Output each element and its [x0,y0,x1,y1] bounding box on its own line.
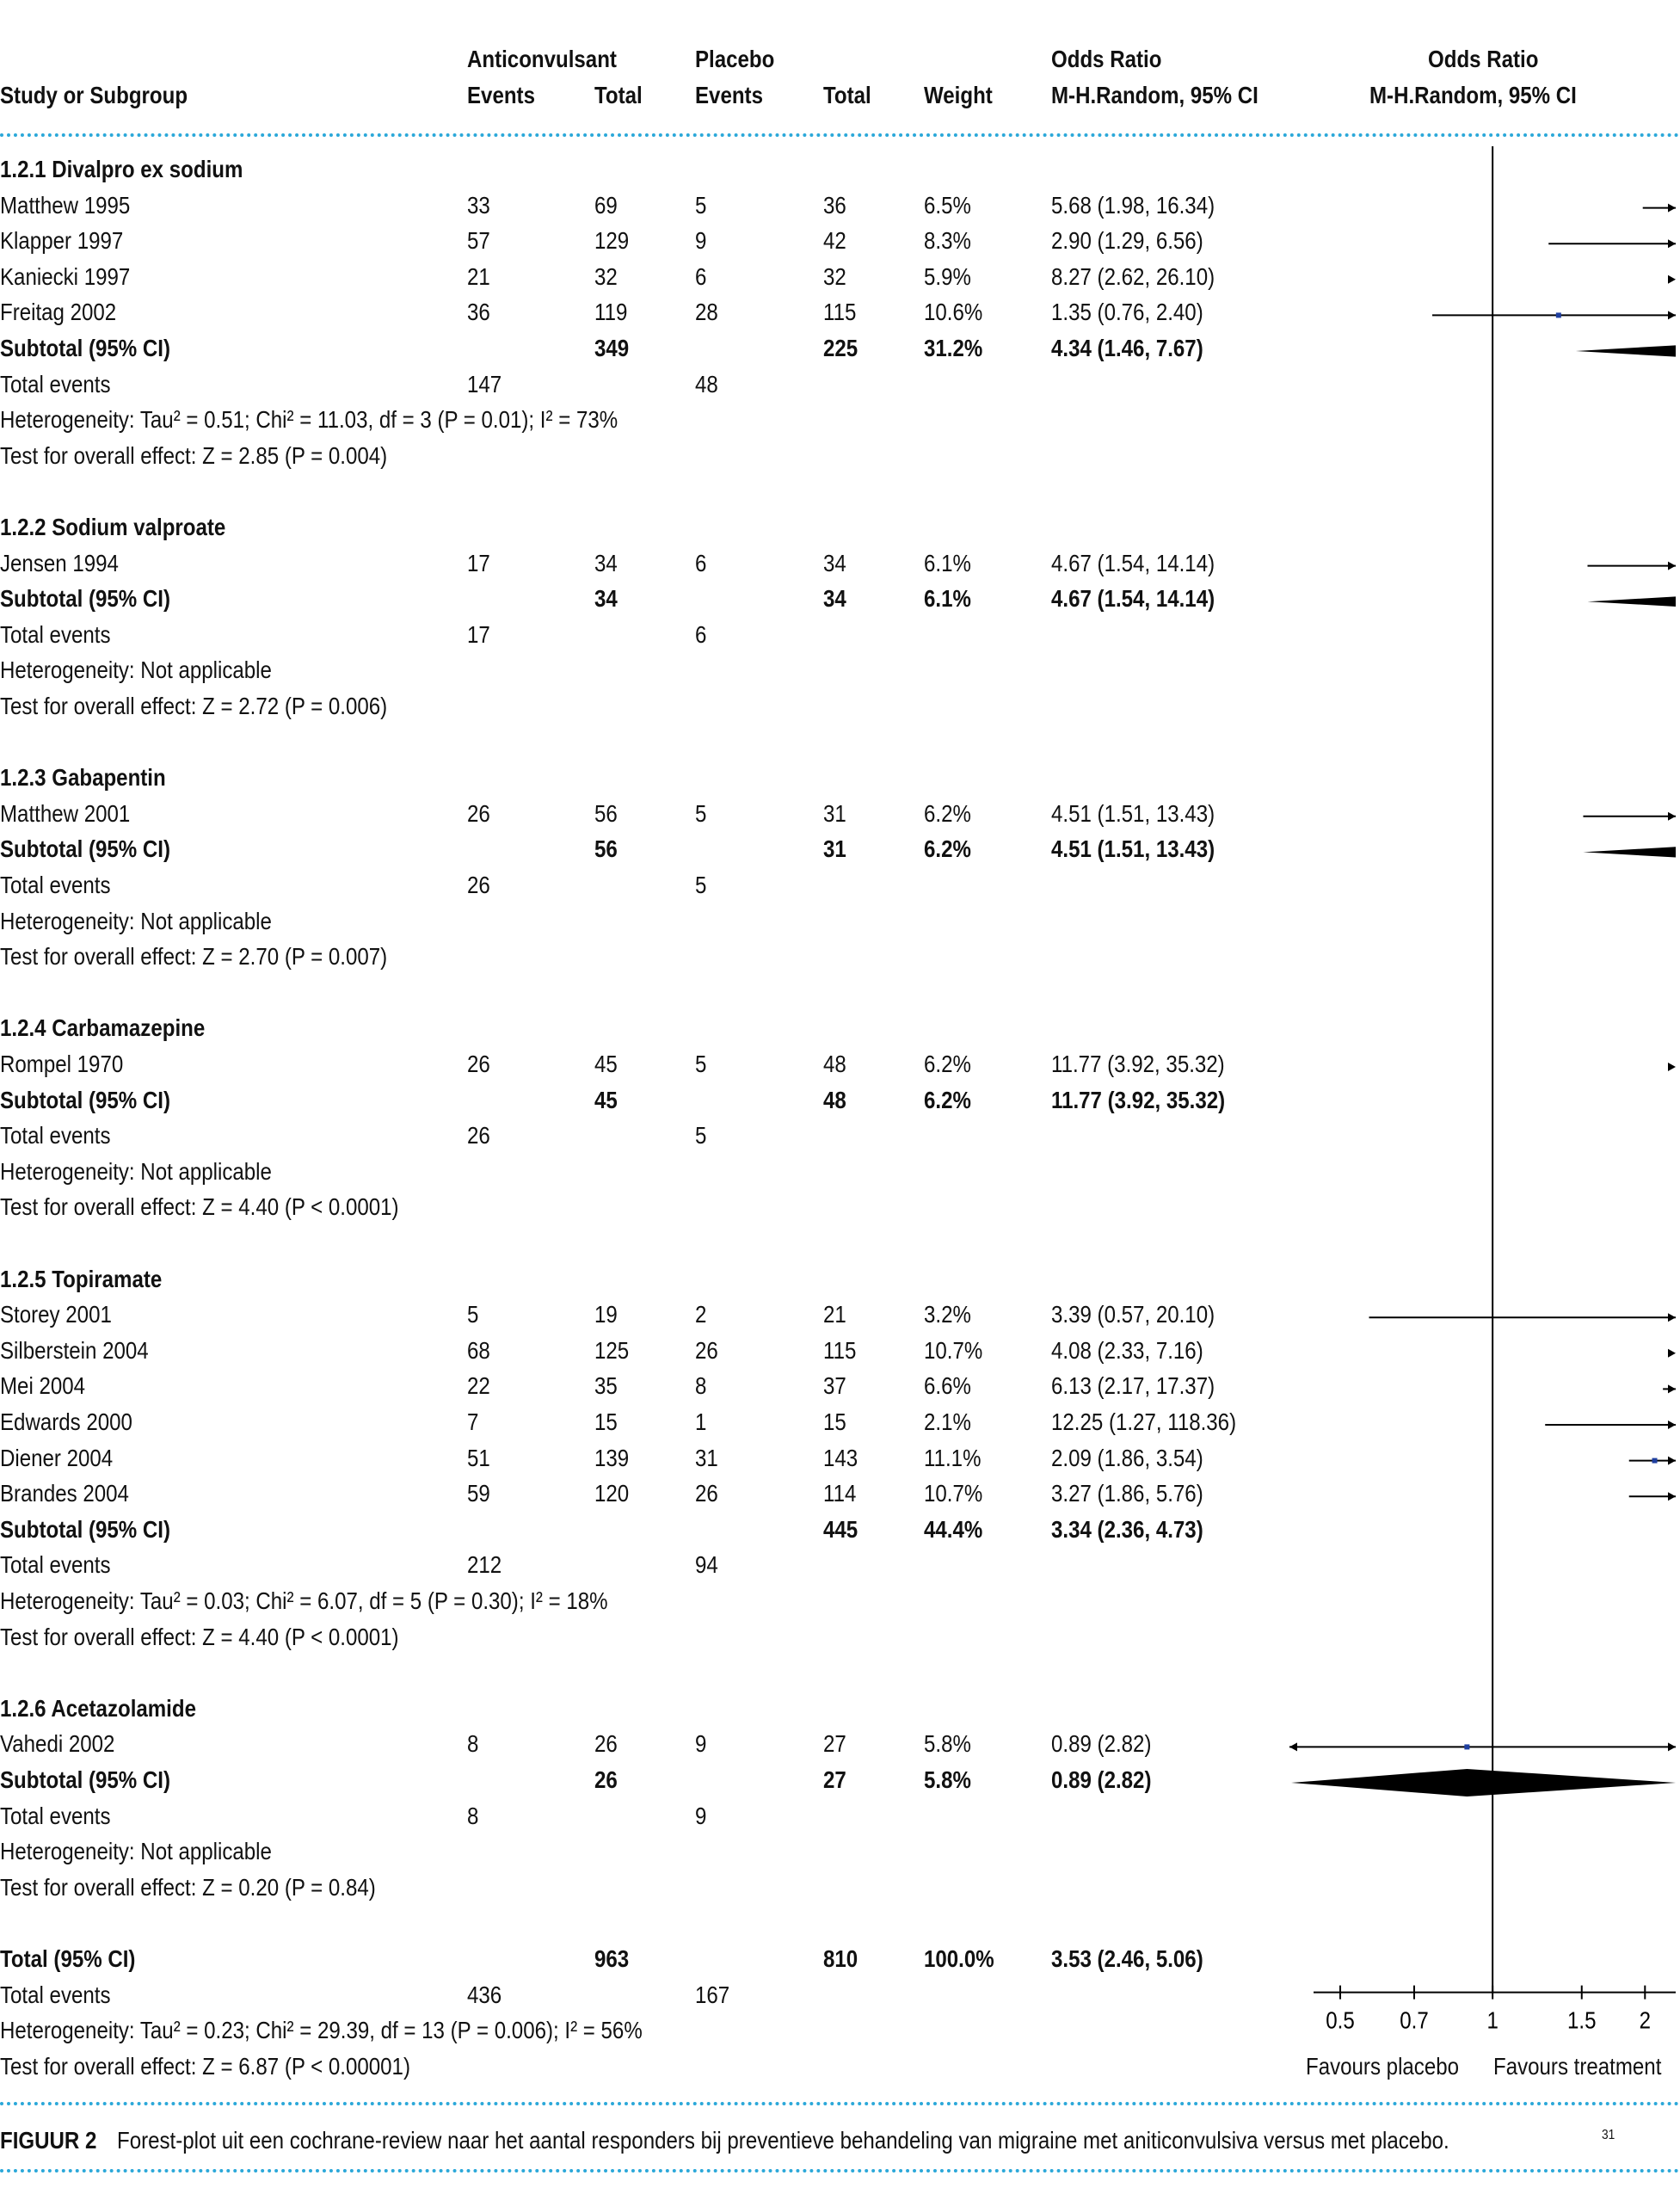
study-weight: 6.5% [924,191,971,219]
total-events-label: Total events [0,1122,111,1149]
ci-arrow-right [1668,275,1676,284]
study-weight: 6.6% [924,1372,971,1400]
study-placebo-total: 36 [823,191,846,219]
x-tick-label: 0.5 [1326,2006,1355,2035]
subtotal-label: Subtotal (95% CI) [0,335,171,361]
study-anticonvulsant-total: 34 [594,549,618,576]
subtotal-anticonvulsant-total: 26 [594,1766,618,1793]
total-events-label: Total events [0,620,111,648]
total-events-placebo: 48 [695,370,718,398]
study-placebo-events: 9 [695,227,707,255]
study-odds-ratio: 6.13 (2.17, 17.37) [1051,1372,1215,1400]
header-total-p: Total [823,82,871,108]
heterogeneity: Heterogeneity: Not applicable [0,1157,272,1185]
study-placebo-events: 26 [695,1480,718,1507]
ci-arrow-right [1668,1742,1676,1751]
ci-arrow-right [1668,204,1676,213]
study-anticonvulsant-events: 51 [467,1444,490,1471]
subtotal-placebo-total: 34 [823,585,846,613]
subtotal-odds-ratio: 4.34 (1.46, 7.67) [1051,335,1203,361]
heterogeneity: Heterogeneity: Not applicable [0,656,272,684]
subtotal-placebo-total: 27 [823,1766,846,1793]
header-or-text-2: M-H.Random, 95% CI [1051,82,1258,108]
subtotal-anticonvulsant-total: 349 [594,335,630,361]
subtotal-odds-ratio: 0.89 (2.82) [1051,1766,1152,1793]
subtotal-label: Subtotal (95% CI) [0,1086,171,1113]
group-title: 1.2.3 Gabapentin [0,764,166,792]
study-anticonvulsant-events: 36 [467,299,490,326]
total-events-anticonvulsant: 26 [467,1122,490,1149]
overall-effect: Test for overall effect: Z = 2.70 (P = 0.007) [0,943,388,971]
heterogeneity: Heterogeneity: Tau² = 0.51; Chi² = 11.03, df = 3 (P = 0.01); I² = 73% [0,406,618,434]
ci-arrow-right [1668,562,1676,570]
subtotal-anticonvulsant-total: 45 [594,1086,618,1113]
subtotal-anticonvulsant-total: 34 [594,585,618,613]
overall-effect: Test for overall effect: Z = 4.40 (P < 0.0001) [0,1623,399,1650]
subtotal-placebo-total: 225 [823,335,858,361]
study-name: Mei 2004 [0,1372,86,1400]
study-odds-ratio: 1.35 (0.76, 2.40) [1051,299,1203,326]
study-anticonvulsant-events: 22 [467,1372,490,1400]
study-anticonvulsant-total: 35 [594,1372,618,1400]
study-anticonvulsant-total: 139 [594,1444,630,1471]
study-weight: 10.7% [924,1480,983,1507]
study-placebo-events: 1 [695,1408,707,1435]
study-name: Matthew 2001 [0,799,131,827]
study-placebo-total: 48 [823,1051,846,1077]
total-events-anticonvulsant: 147 [467,370,502,398]
study-odds-ratio: 12.25 (1.27, 118.36) [1051,1408,1237,1435]
group-title: 1.2.1 Divalpro ex sodium [0,156,243,182]
subtotal-weight: 6.2% [924,835,971,863]
subtotal-odds-ratio: 11.77 (3.92, 35.32) [1051,1086,1226,1113]
ci-arrow-right [1668,1063,1676,1071]
study-anticonvulsant-events: 68 [467,1336,490,1364]
study-odds-ratio: 4.51 (1.51, 13.43) [1051,799,1215,827]
total-events-placebo: 9 [695,1802,707,1829]
overall-effect: Test for overall effect: Z = 4.40 (P < 0.0001) [0,1193,399,1221]
ci-arrow-right [1668,1313,1676,1322]
subtotal-placebo-total: 445 [823,1515,858,1543]
total-events-anticonvulsant: 8 [467,1802,479,1829]
favours-treatment-label: Favours treatment [1493,2052,1662,2080]
group-title: 1.2.2 Sodium valproate [0,514,226,540]
study-placebo-total: 115 [823,1336,857,1364]
subtotal-weight: 31.2% [924,335,983,361]
study-weight: 2.1% [924,1408,971,1435]
study-weight: 6.1% [924,549,971,576]
study-odds-ratio: 4.08 (2.33, 7.16) [1051,1336,1203,1364]
subtotal-placebo-total: 48 [823,1086,846,1113]
summary-diamond [1576,345,1676,356]
study-name: Klapper 1997 [0,227,124,255]
total-label: Total (95% CI) [0,1945,136,1972]
study-placebo-events: 2 [695,1301,707,1328]
subtotal-weight: 6.1% [924,585,971,613]
study-placebo-total: 31 [823,799,846,827]
study-anticonvulsant-total: 119 [594,299,628,326]
study-placebo-events: 28 [695,299,718,326]
summary-diamond [1583,847,1676,857]
study-name: Vahedi 2002 [0,1730,115,1758]
header-or-plot-2: M-H.Random, 95% CI [1369,82,1577,108]
study-placebo-total: 32 [823,262,846,290]
study-anticonvulsant-events: 59 [467,1480,490,1507]
study-placebo-total: 15 [823,1408,846,1435]
ci-arrow-right [1668,311,1676,319]
study-placebo-events: 9 [695,1730,707,1758]
subtotal-weight: 6.2% [924,1086,971,1113]
ci-arrow-left [1289,1742,1297,1751]
study-name: Jensen 1994 [0,549,119,576]
study-weight: 10.6% [924,299,983,326]
study-name: Edwards 2000 [0,1408,132,1435]
study-name: Brandes 2004 [0,1480,129,1507]
ci-arrow-right [1668,1492,1676,1501]
ci-arrow-right [1668,1421,1676,1429]
ci-arrow-right [1668,1384,1676,1393]
summary-diamond [1587,596,1676,607]
study-odds-ratio: 5.68 (1.98, 16.34) [1051,191,1215,219]
header-or-text-1: Odds Ratio [1051,46,1162,72]
favours-placebo-label: Favours placebo [1306,2052,1460,2080]
study-placebo-events: 6 [695,549,707,576]
study-placebo-total: 143 [823,1444,858,1471]
caption-reference: 31 [1602,2127,1615,2142]
total-placebo-total: 810 [823,1945,858,1972]
heterogeneity: Heterogeneity: Tau² = 0.03; Chi² = 6.07, df = 5 (P = 0.30); I² = 18% [0,1587,608,1614]
heterogeneity: Heterogeneity: Not applicable [0,1838,272,1865]
ci-arrow-right [1668,1457,1676,1465]
study-weight: 6.2% [924,1051,971,1077]
study-odds-ratio: 3.39 (0.57, 20.10) [1051,1301,1215,1328]
total-events-label: Total events [0,872,111,898]
subtotal-label: Subtotal (95% CI) [0,835,171,863]
study-anticonvulsant-total: 129 [594,227,630,255]
study-weight: 11.1% [924,1444,982,1471]
total-events-placebo: 6 [695,620,707,648]
x-tick-label: 2 [1639,2006,1651,2035]
ci-arrow-right [1668,1349,1676,1358]
study-anticonvulsant-total: 120 [594,1480,630,1507]
subtotal-weight: 44.4% [924,1515,983,1543]
total-events-placebo: 5 [695,872,707,898]
study-anticonvulsant-events: 57 [467,227,490,255]
study-anticonvulsant-events: 33 [467,191,490,219]
subtotal-label: Subtotal (95% CI) [0,1515,171,1543]
total-events-label: Total events [0,370,111,398]
study-anticonvulsant-total: 15 [594,1408,618,1435]
study-placebo-total: 37 [823,1372,846,1400]
study-odds-ratio: 0.89 (2.82) [1051,1730,1152,1758]
study-weight: 8.3% [924,227,971,255]
total-events-label: Total events [0,1981,111,2008]
total-events-label: Total events [0,1802,111,1829]
study-odds-ratio: 2.09 (1.86, 3.54) [1051,1444,1203,1471]
study-placebo-events: 5 [695,799,707,827]
total-events-placebo: 5 [695,1122,707,1149]
study-placebo-total: 27 [823,1730,846,1758]
subtotal-label: Subtotal (95% CI) [0,1766,171,1793]
total-events-placebo: 94 [695,1551,718,1579]
study-placebo-events: 26 [695,1336,718,1364]
heterogeneity: Heterogeneity: Not applicable [0,907,272,934]
study-anticonvulsant-events: 26 [467,799,490,827]
subtotal-anticonvulsant-total: 56 [594,835,618,863]
study-anticonvulsant-total: 69 [594,191,618,219]
header-or-plot-1: Odds Ratio [1428,46,1539,72]
study-anticonvulsant-total: 56 [594,799,618,827]
study-odds-ratio: 3.27 (1.86, 5.76) [1051,1480,1203,1507]
overall-effect: Test for overall effect: Z = 2.85 (P = 0.004) [0,441,388,469]
study-weight: 6.2% [924,799,971,827]
study-placebo-events: 31 [695,1444,718,1471]
header-events-p: Events [695,82,763,108]
study-anticonvulsant-events: 26 [467,1051,490,1077]
summary-diamond [1291,1769,1676,1796]
header-events-a: Events [467,82,535,108]
total-odds-ratio: 3.53 (2.46, 5.06) [1051,1945,1203,1972]
total-events-placebo: 167 [695,1981,730,2008]
header-study: Study or Subgroup [0,82,188,108]
total-events-anticonvulsant: 212 [467,1551,502,1579]
study-placebo-events: 5 [695,1051,707,1077]
study-placebo-total: 114 [823,1480,857,1507]
study-placebo-events: 8 [695,1372,707,1400]
x-tick-label: 1 [1486,2006,1498,2035]
study-anticonvulsant-total: 19 [594,1301,618,1328]
study-weight: 10.7% [924,1336,983,1364]
header-anticonvulsant: Anticonvulsant [467,46,617,72]
header-placebo: Placebo [695,46,775,72]
study-anticonvulsant-events: 21 [467,262,490,290]
study-marker [1464,1744,1469,1749]
total-heterogeneity: Heterogeneity: Tau² = 0.23; Chi² = 29.39, df = 13 (P = 0.006); I² = 56% [0,2017,643,2044]
study-placebo-total: 34 [823,549,846,576]
ci-arrow-right [1668,239,1676,248]
study-name: Diener 2004 [0,1444,114,1471]
subtotal-placebo-total: 31 [823,835,846,863]
study-weight: 5.8% [924,1730,971,1758]
total-weight: 100.0% [924,1945,994,1972]
caption-text: Forest-plot uit een cochrane-review naar het aantal responders bij preventieve behandeling van migraine met aniticonvulsiva versus met placebo. [117,2126,1449,2154]
study-anticonvulsant-total: 45 [594,1051,618,1077]
total-events-anticonvulsant: 436 [467,1981,502,2008]
study-placebo-total: 42 [823,227,846,255]
subtotal-label: Subtotal (95% CI) [0,585,171,613]
study-anticonvulsant-events: 7 [467,1408,479,1435]
study-odds-ratio: 11.77 (3.92, 35.32) [1051,1051,1225,1077]
header-total-a: Total [594,82,643,108]
x-tick-label: 1.5 [1567,2006,1597,2035]
subtotal-odds-ratio: 4.51 (1.51, 13.43) [1051,835,1215,863]
study-marker [1652,1458,1658,1464]
study-odds-ratio: 8.27 (2.62, 26.10) [1051,262,1215,290]
caption-label: FIGUUR 2 [0,2126,97,2154]
total-events-label: Total events [0,1551,111,1579]
study-placebo-events: 6 [695,262,707,290]
overall-effect: Test for overall effect: Z = 2.72 (P = 0.006) [0,693,388,719]
group-title: 1.2.5 Topiramate [0,1265,163,1292]
total-events-anticonvulsant: 26 [467,872,490,898]
overall-effect: Test for overall effect: Z = 0.20 (P = 0.84) [0,1873,376,1901]
subtotal-odds-ratio: 3.34 (2.36, 4.73) [1051,1515,1203,1543]
study-name: Freitag 2002 [0,299,117,326]
x-tick-label: 0.7 [1400,2006,1429,2035]
study-anticonvulsant-total: 32 [594,262,618,290]
study-anticonvulsant-total: 26 [594,1730,618,1758]
study-marker [1556,312,1561,317]
study-name: Rompel 1970 [0,1051,124,1077]
study-anticonvulsant-events: 5 [467,1301,479,1328]
study-placebo-events: 5 [695,191,707,219]
study-odds-ratio: 2.90 (1.29, 6.56) [1051,227,1203,255]
study-anticonvulsant-total: 125 [594,1336,630,1364]
study-name: Matthew 1995 [0,191,131,219]
ci-arrow-right [1668,812,1676,821]
header-weight: Weight [924,82,993,108]
study-weight: 3.2% [924,1301,971,1328]
study-anticonvulsant-events: 8 [467,1730,479,1758]
subtotal-weight: 5.8% [924,1766,971,1793]
subtotal-odds-ratio: 4.67 (1.54, 14.14) [1051,585,1215,613]
study-placebo-total: 115 [823,299,857,326]
study-odds-ratio: 4.67 (1.54, 14.14) [1051,549,1215,576]
study-weight: 5.9% [924,262,971,290]
study-name: Kaniecki 1997 [0,262,131,290]
study-anticonvulsant-events: 17 [467,549,490,576]
total-events-anticonvulsant: 17 [467,620,490,648]
total-anticonvulsant-total: 963 [594,1945,630,1972]
study-name: Storey 2001 [0,1301,112,1328]
study-name: Silberstein 2004 [0,1336,149,1364]
group-title: 1.2.4 Carbamazepine [0,1014,206,1042]
group-title: 1.2.6 Acetazolamide [0,1694,196,1722]
study-placebo-total: 21 [823,1301,846,1328]
total-overall-effect: Test for overall effect: Z = 6.87 (P < 0.00001) [0,2052,410,2080]
